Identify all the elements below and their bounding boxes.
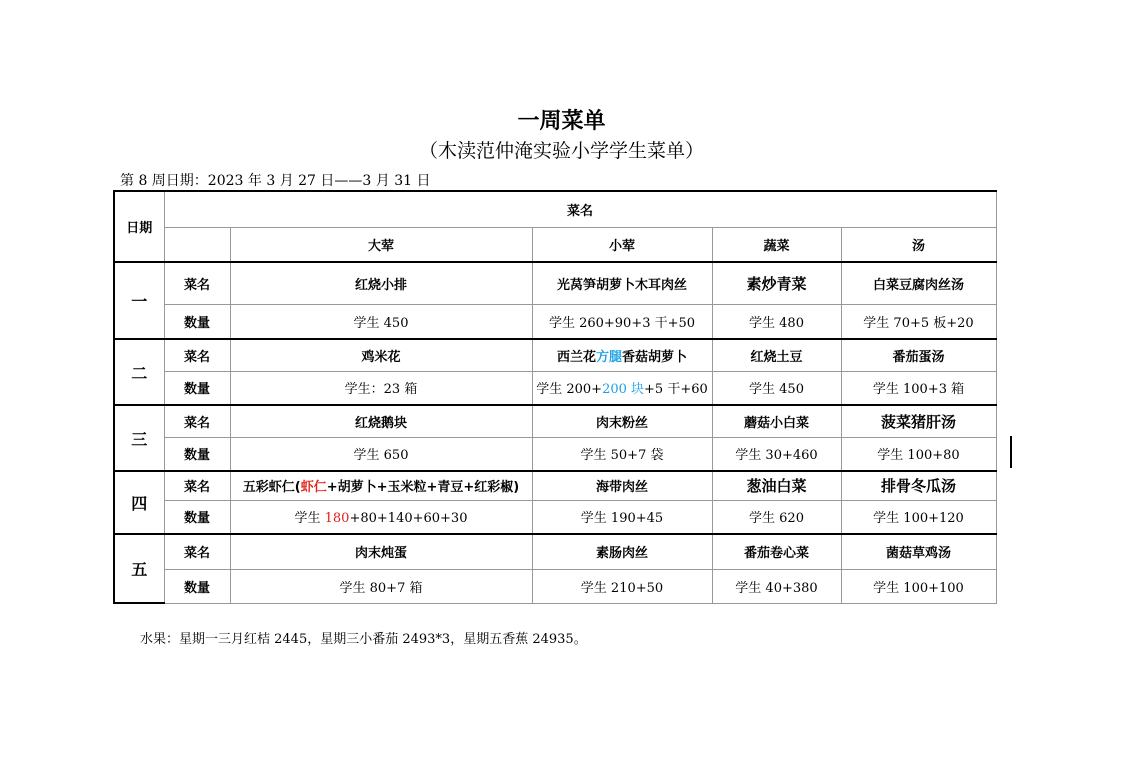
qty-cell: 学生 650 (230, 437, 532, 471)
day-label-mon: 一 (114, 262, 164, 339)
page-subtitle: （木渎范仲淹实验小学学生菜单） (418, 140, 704, 162)
header-col-side: 小荤 (532, 227, 712, 262)
dish-cell: 白菜豆腐肉丝汤 (841, 262, 996, 304)
row-label-qty: 数量 (164, 304, 230, 339)
dish-cell (532, 339, 712, 371)
day-label-tue: 二 (114, 339, 164, 405)
dish-text: +胡萝卜+玉米粒+青豆+红彩椒) (326, 480, 520, 496)
qty-cell: 学生 210+50 (532, 569, 712, 603)
day-label-fri: 五 (114, 534, 164, 603)
header-blank (164, 227, 230, 262)
row-label-qty: 数量 (164, 569, 230, 603)
dish-cell (230, 471, 532, 500)
text-cursor (1010, 436, 1012, 468)
dish-cell: 红烧土豆 (712, 339, 841, 371)
qty-cell: 学生 450 (712, 371, 841, 405)
dish-text: 香菇胡萝卜 (622, 349, 688, 365)
dish-cell: 肉末粉丝 (532, 405, 712, 437)
dish-cell: 葱油白菜 (712, 471, 841, 500)
row-label-name: 菜名 (164, 534, 230, 569)
row-label-qty: 数量 (164, 371, 230, 405)
qty-cell: 学生 100+100 (841, 569, 996, 603)
row-label-name: 菜名 (164, 339, 230, 371)
qty-cell: 学生 80+7 箱 (230, 569, 532, 603)
dish-text: 五彩虾仁( (242, 480, 301, 496)
qty-cell: 学生 100+120 (841, 500, 996, 534)
dish-text: 西兰花 (556, 349, 596, 365)
qty-highlight-text: 180 (324, 511, 350, 527)
fruit-note: 水果：星期一三月红桔 2445，星期三小番茄 2493*3，星期五香蕉 24935。 (140, 632, 587, 647)
dish-cell: 排骨冬瓜汤 (841, 471, 996, 500)
header-col-main: 大荤 (230, 227, 532, 262)
qty-cell: 学生 100+3 箱 (841, 371, 996, 405)
header-menu: 菜名 (164, 191, 996, 227)
row-label-qty: 数量 (164, 437, 230, 471)
dish-cell: 红烧小排 (230, 262, 532, 304)
dish-cell: 菌菇草鸡汤 (841, 534, 996, 569)
qty-cell (532, 371, 712, 405)
dish-highlight-text: 方腿 (595, 349, 622, 365)
dish-highlight-text: 虾仁 (300, 480, 327, 496)
dish-cell: 光莴笋胡萝卜木耳肉丝 (532, 262, 712, 304)
qty-cell: 学生 100+80 (841, 437, 996, 471)
row-label-qty: 数量 (164, 500, 230, 534)
dish-cell: 素肠肉丝 (532, 534, 712, 569)
header-col-soup: 汤 (841, 227, 996, 262)
qty-cell: 学生 70+5 板+20 (841, 304, 996, 339)
qty-cell: 学生 480 (712, 304, 841, 339)
qty-text: 学生 (294, 511, 325, 527)
page-title: 一周菜单 (517, 109, 606, 134)
dish-cell: 红烧鹅块 (230, 405, 532, 437)
row-label-name: 菜名 (164, 471, 230, 500)
row-label-name: 菜名 (164, 405, 230, 437)
qty-highlight-text: 200 块 (602, 382, 645, 398)
day-label-wed: 三 (114, 405, 164, 471)
dish-cell: 海带肉丝 (532, 471, 712, 500)
dish-cell: 素炒青菜 (712, 262, 841, 304)
qty-cell: 学生 30+460 (712, 437, 841, 471)
qty-text: +80+140+60+30 (349, 511, 468, 527)
qty-cell: 学生 190+45 (532, 500, 712, 534)
qty-cell: 学生 50+7 袋 (532, 437, 712, 471)
qty-cell: 学生：23 箱 (230, 371, 532, 405)
qty-cell: 学生 620 (712, 500, 841, 534)
dish-cell: 菠菜猪肝汤 (841, 405, 996, 437)
qty-text: 学生 200+ (536, 382, 603, 398)
header-col-veg: 蔬菜 (712, 227, 841, 262)
day-label-thu: 四 (114, 471, 164, 534)
qty-cell: 学生 450 (230, 304, 532, 339)
qty-text: +5 干+60 (644, 382, 708, 398)
qty-cell: 学生 260+90+3 干+50 (532, 304, 712, 339)
date-line: 第 8 周日期：2023 年 3 月 27 日——3 月 31 日 (120, 173, 431, 189)
menu-table (113, 190, 997, 604)
row-label-name: 菜名 (164, 262, 230, 304)
dish-cell: 鸡米花 (230, 339, 532, 371)
dish-cell: 番茄蛋汤 (841, 339, 996, 371)
dish-cell: 番茄卷心菜 (712, 534, 841, 569)
qty-cell (230, 500, 532, 534)
header-date: 日期 (114, 191, 164, 262)
dish-cell: 蘑菇小白菜 (712, 405, 841, 437)
dish-cell: 肉末炖蛋 (230, 534, 532, 569)
qty-cell: 学生 40+380 (712, 569, 841, 603)
